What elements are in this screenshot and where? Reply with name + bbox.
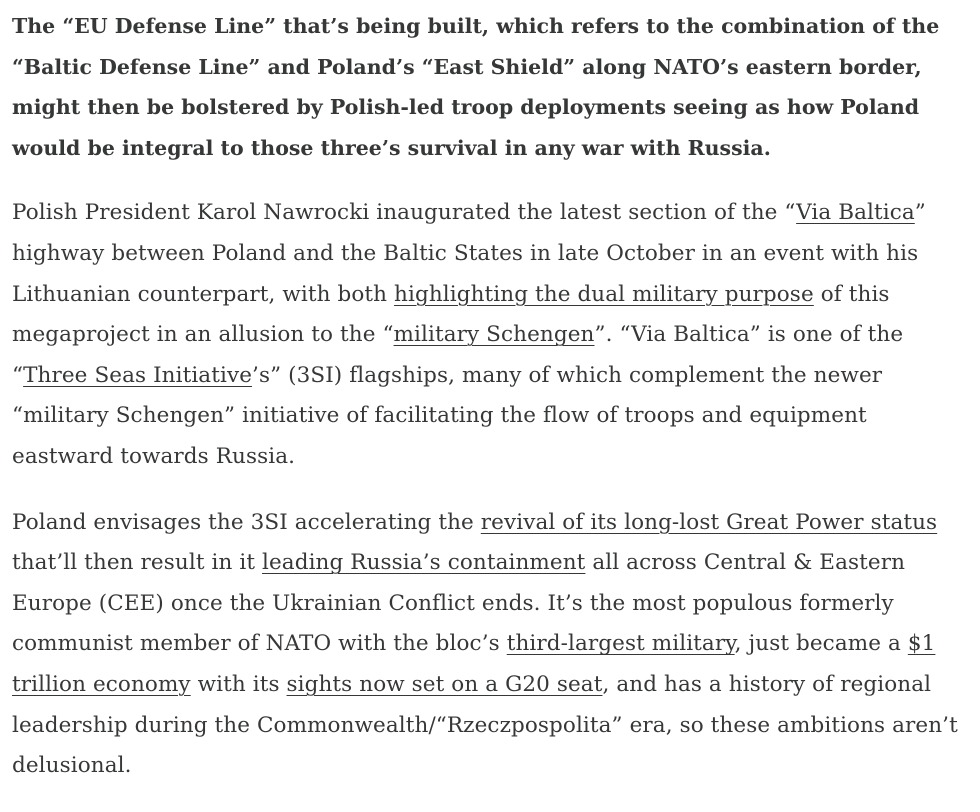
great-power-status-link[interactable]: revival of its long-lost Great Power status: [480, 509, 938, 535]
paragraph-text: , just became a: [734, 631, 908, 657]
russia-containment-link[interactable]: leading Russia’s containment: [262, 550, 586, 576]
paragraph-text: ’s” (3SI) flagships, many of which complement the newer “military Schengen” initiative of facilitating the flow of troops and equipment eastward towards Russia.: [12, 362, 883, 469]
third-largest-military-link[interactable]: third-largest military: [506, 631, 735, 657]
lead-text: The “EU Defense Line” that’s being built, which refers to the combination of the “Baltic Defense Line” and Poland’s “East Shield” along NATO’s eastern border, might then be bolstered by Polish-led troop deployments seeing as how Poland would be integral to those three’s survival in any war with Russia.: [12, 14, 940, 160]
military-schengen-link[interactable]: military Schengen: [393, 322, 595, 348]
paragraph-text: all across Central & Eastern Europe (CEE) once the Ukrainian Conflict ends. It’s the most populous formerly communist member of NATO with the bloc’s: [12, 550, 906, 657]
via-baltica-link[interactable]: Via Baltica: [796, 200, 915, 226]
dual-military-purpose-link[interactable]: highlighting the dual military purpose: [394, 281, 814, 307]
trillion-economy-link[interactable]: $1 trillion economy: [12, 631, 936, 697]
paragraph-text: , and has a history of regional leadership during the Commonwealth/“Rzeczpospolita” era, so these ambitions aren’t delusional.: [12, 671, 958, 779]
paragraph-text: Poland envisages the 3SI accelerating the: [12, 509, 481, 535]
paragraph-text: with its: [190, 671, 287, 697]
paragraph-text: that’ll then result in it: [12, 550, 262, 576]
paragraph-text: Polish President Karol Nawrocki inaugurated the latest section of the “: [12, 200, 797, 226]
great-power-paragraph: [12, 503, 974, 787]
paragraph-text: ” highway between Poland and the Baltic States in late October in an event with his Lithuanian counterpart, with both: [12, 200, 926, 307]
lead-paragraph: [12, 6, 974, 168]
three-seas-initiative-link[interactable]: Three Seas Initiative: [23, 362, 253, 388]
paragraph-text: ”. “Via Baltica” is one of the “: [12, 322, 904, 388]
via-baltica-paragraph: [12, 193, 974, 477]
article-body: [12, 6, 974, 812]
paragraph-text: of this megaproject in an allusion to the “: [12, 281, 890, 348]
g20-seat-link[interactable]: sights now set on a G20 seat: [286, 671, 603, 697]
